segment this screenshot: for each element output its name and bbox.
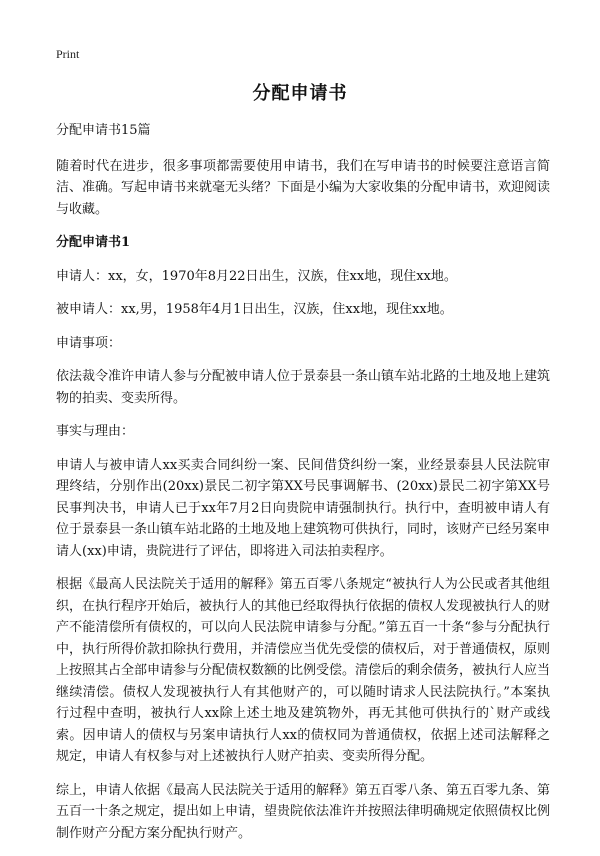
respondent-paragraph: 被申请人：xx,男，1958年4月1日出生，汉族，住xx地，现住xx地。 [56, 302, 453, 317]
print-link[interactable]: Print [56, 47, 80, 61]
legal-basis-paragraph: 根据《最高人民法院关于适用的解释》第五百零八条规定“被执行人为公民或者其他组织，在执行程序开始后，被执行人的其他已经取得执行依据的债权人发现被执行人的财产不能清偿所有债权的，可以向人民法院申请参与分配。”第五百一十条“参与分配执行中，执行所得价款扣除执行费用，并清偿应当优先受偿的债权后，对于普通债权，原则上按照其占全部申请参与分配债权数额的比例受偿。清偿后的剩余债务，被执行人应当继续清偿。债权人发现被执行人有其他财产的，可以随时请求人民法院执行。”本案执行过程中查明，被执行人xx除上述土地及建筑物外，再无其他可供执行的`财产或线索。因申请人的债权与另案申请执行人xx的债权同为普通债权，依据上述司法解释之规定，申请人有权参与对上述被执行人财产拍卖、变卖所得分配。 [56, 577, 551, 764]
request-items-paragraph: 依法裁令准许申请人参与分配被申请人位于景泰县一条山镇车站北路的土地及地上建筑物的拍卖、变卖所得。 [56, 369, 551, 406]
request-items-label: 申请事项： [56, 335, 122, 351]
document-subtitle: 分配申请书15篇 [56, 123, 151, 138]
applicant-paragraph: 申请人：xx，女，1970年8月22日出生，汉族，住xx地，现住xx地。 [56, 268, 457, 284]
page-title: 分配申请书 [252, 83, 348, 104]
facts-reasons-label: 事实与理由： [56, 424, 135, 439]
document-body [56, 120, 550, 856]
facts-paragraph: 申请人与被申请人xx买卖合同纠纷一案、民间借贷纠纷一案，业经景泰县人民法院审理终结，分别作出(20xx)景民二初字第XX号民事调解书、(20xx)景民二初字第XX号民事判决书，申请人已于xx年7月2日向贵院申请强制执行。执行中，查明被申请人有位于景泰县一条山镇车站北路的土地及地上建筑物可供执行，同时，该财产已经另案申请人(xx)申请，贵院进行了评估，即将进入司法拍卖程序。 [56, 457, 551, 559]
intro-paragraph: 随着时代在进步，很多事项都需要使用申请书，我们在写申请书的时候要注意语言简洁、准确。写起申请书来就毫无头绪？下面是小编为大家收集的分配申请书，欢迎阅读与收藏。 [56, 158, 551, 217]
conclusion-paragraph: 综上，申请人依据《最高人民法院关于适用的解释》第五百零八条、第五百零九条、第五百一十条之规定，提出如上申请，望贵院依法准许并按照法律明确规定依照债权比例制作财产分配方案分配执行财产。 [56, 782, 551, 841]
section-heading: 分配申请书1 [56, 235, 131, 250]
